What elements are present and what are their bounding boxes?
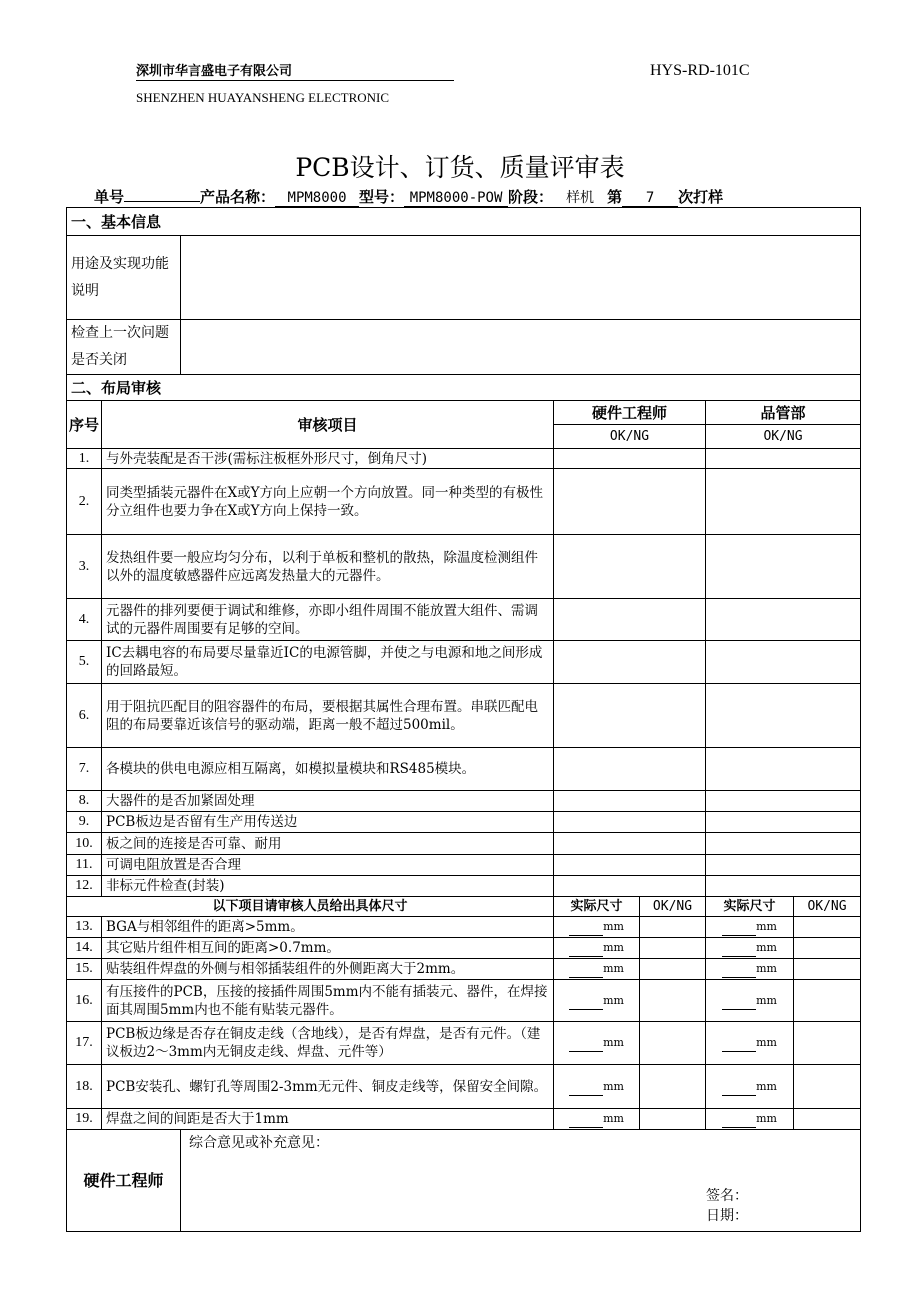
mm-unit: mm xyxy=(756,993,777,1007)
size-blank xyxy=(722,967,756,978)
item-number: 10. xyxy=(67,833,102,855)
hw-okng-cell[interactable] xyxy=(554,833,706,855)
qa-okng-cell[interactable] xyxy=(706,812,861,833)
final-comment-field[interactable] xyxy=(181,1130,861,1232)
mm-unit: mm xyxy=(756,962,777,975)
company-name-cn: 深圳市华言盛电子有限公司 xyxy=(136,64,293,79)
item-text: 有压接件的PCB，压接的接插件周围5mm内不能有插装元、器件，在焊接面其周围5mm内也不能有贴装元器件。 xyxy=(102,980,554,1022)
hw-okng-cell[interactable] xyxy=(554,791,706,812)
item-number: 1. xyxy=(67,449,102,469)
size-blank xyxy=(569,967,603,978)
hw-okng-cell[interactable] xyxy=(554,641,706,684)
qa-actual-size-cell[interactable] xyxy=(706,1022,794,1065)
item-text: 贴装组件焊盘的外侧与相邻插装组件的外侧距离大于2mm。 xyxy=(102,959,554,980)
col-qa-header: 品管部 xyxy=(706,401,861,425)
hw-okng-cell[interactable] xyxy=(554,876,706,897)
table-row xyxy=(67,876,861,897)
item-number: 7. xyxy=(67,748,102,791)
qa-dim-okng-cell[interactable] xyxy=(794,980,861,1022)
size-blank xyxy=(569,1041,603,1052)
item-number: 12. xyxy=(67,876,102,897)
purpose-field[interactable] xyxy=(181,236,861,320)
qa-okng-cell[interactable] xyxy=(706,876,861,897)
mm-unit: mm xyxy=(756,1079,777,1093)
hw-dim-okng-cell[interactable] xyxy=(640,917,706,938)
hw-okng-cell[interactable] xyxy=(554,855,706,876)
hw-okng-cell[interactable] xyxy=(554,684,706,748)
size-blank xyxy=(722,1117,756,1128)
item-text: PCB板边是否留有生产用传送边 xyxy=(102,812,554,833)
hw-actual-size-cell[interactable] xyxy=(554,1109,640,1130)
item-text: IC去耦电容的布局要尽量靠近IC的电源管脚，并使之与电源和地之间形成的回路最短。 xyxy=(102,641,554,684)
item-text: PCB板边缘是否存在铜皮走线（含地线），是否有焊盘，是否有元件。（建议板边2～3mm内无铜皮走线、焊盘、元件等） xyxy=(102,1022,554,1065)
item-number: 13. xyxy=(67,917,102,938)
item-text: 用于阻抗匹配目的阻容器件的布局，要根据其属性合理布置。串联匹配电阻的布局要靠近该信号的驱动端，距离一般不超过500mil。 xyxy=(102,684,554,748)
hw-okng-cell[interactable] xyxy=(554,812,706,833)
table-row xyxy=(67,684,861,748)
hw-dim-okng-cell[interactable] xyxy=(640,1109,706,1130)
col-item-header: 审核项目 xyxy=(102,401,554,449)
product-value[interactable]: MPM8000 xyxy=(275,190,359,207)
order-value[interactable] xyxy=(124,201,200,202)
col-seq-header: 序号 xyxy=(67,401,102,449)
item-text: 其它贴片组件相互间的距离>0.7mm。 xyxy=(102,938,554,959)
size-blank xyxy=(569,1117,603,1128)
item-text: BGA与相邻组件的距离>5mm。 xyxy=(102,917,554,938)
stage-label: 阶段： xyxy=(508,188,554,206)
size-blank xyxy=(569,999,603,1010)
dim-header: 以下项目请审核人员给出具体尺寸 xyxy=(67,897,554,917)
purpose-label: 用途及实现功能说明 xyxy=(67,236,181,320)
item-number: 17. xyxy=(67,1022,102,1065)
table-row xyxy=(67,1065,861,1109)
hw-dim-okng-cell[interactable] xyxy=(640,1065,706,1109)
qa-okng-cell[interactable] xyxy=(706,855,861,876)
table-row xyxy=(67,469,861,535)
qa-actual-size-cell[interactable] xyxy=(706,1065,794,1109)
item-text: 焊盘之间的间距是否大于1mm xyxy=(102,1109,554,1130)
hw-dim-okng-cell[interactable] xyxy=(640,1022,706,1065)
hw-okng-cell[interactable] xyxy=(554,469,706,535)
qa-actual-size-cell[interactable] xyxy=(706,1109,794,1130)
qa-okng-cell[interactable] xyxy=(706,641,861,684)
item-number: 2. xyxy=(67,469,102,535)
date-label: 日期： xyxy=(706,1208,748,1224)
size-blank xyxy=(722,1041,756,1052)
qa-dim-okng-cell[interactable] xyxy=(794,959,861,980)
hw-actual-size-header: 实际尺寸 xyxy=(554,897,640,917)
hw-okng-cell[interactable] xyxy=(554,535,706,599)
hw-dim-okng-cell[interactable] xyxy=(640,959,706,980)
qa-okng-cell[interactable] xyxy=(706,791,861,812)
qa-actual-size-cell[interactable] xyxy=(706,917,794,938)
hw-actual-size-cell[interactable] xyxy=(554,1022,640,1065)
qa-okng-cell[interactable] xyxy=(706,833,861,855)
item-text: 与外壳装配是否干涉(需标注板框外形尺寸，倒角尺寸) xyxy=(102,449,554,469)
info-line xyxy=(94,186,723,208)
sign-label: 签名： xyxy=(706,1188,748,1204)
item-text: 可调电阻放置是否合理 xyxy=(102,855,554,876)
size-blank xyxy=(722,1085,756,1096)
table-row xyxy=(67,791,861,812)
order-label: 单号 xyxy=(94,188,125,206)
item-number: 8. xyxy=(67,791,102,812)
nth-value[interactable]: 7 xyxy=(622,190,678,207)
qa-okng-cell[interactable] xyxy=(706,469,861,535)
item-number: 6. xyxy=(67,684,102,748)
qa-actual-size-header: 实际尺寸 xyxy=(706,897,794,917)
hw-actual-size-cell[interactable] xyxy=(554,980,640,1022)
table-row xyxy=(67,917,861,938)
size-blank xyxy=(569,1085,603,1096)
table-row xyxy=(67,535,861,599)
mm-unit: mm xyxy=(603,1112,624,1125)
item-number: 15. xyxy=(67,959,102,980)
model-label: 型号： xyxy=(359,188,405,206)
final-role-label xyxy=(67,1130,181,1232)
hw-actual-size-cell[interactable] xyxy=(554,917,640,938)
dim-header-row xyxy=(67,897,861,917)
item-text: 同类型插装元器件在X或Y方向上应朝一个方向放置。同一种类型的有极性分立组件也要力争在X或Y方向上保持一致。 xyxy=(102,469,554,535)
item-text: 板之间的连接是否可靠、耐用 xyxy=(102,833,554,855)
nth-label: 第 xyxy=(607,188,623,206)
qa-actual-size-cell[interactable] xyxy=(706,959,794,980)
hw-dim-okng-header: OK/NG xyxy=(640,897,706,917)
item-number: 9. xyxy=(67,812,102,833)
item-number: 11. xyxy=(67,855,102,876)
mm-unit: mm xyxy=(603,1079,624,1093)
qa-okng-cell[interactable] xyxy=(706,535,861,599)
review-table xyxy=(66,207,861,1232)
item-number: 5. xyxy=(67,641,102,684)
table-row xyxy=(67,855,861,876)
size-blank xyxy=(569,925,603,936)
mm-unit: mm xyxy=(603,920,624,933)
table-row xyxy=(67,980,861,1022)
qa-okng-cell[interactable] xyxy=(706,449,861,469)
final-review-row xyxy=(67,1130,861,1232)
document-number: HYS-RD-101C xyxy=(650,62,750,79)
table-row xyxy=(67,449,861,469)
stage-value[interactable]: 样机 xyxy=(553,187,607,208)
qa-okng-cell[interactable] xyxy=(706,599,861,641)
col-hw-okng: OK/NG xyxy=(554,425,706,449)
hw-dim-okng-cell[interactable] xyxy=(640,980,706,1022)
table-row xyxy=(67,959,861,980)
table-row xyxy=(67,833,861,855)
item-number: 19. xyxy=(67,1109,102,1130)
hw-okng-cell[interactable] xyxy=(554,748,706,791)
item-number: 18. xyxy=(67,1065,102,1109)
nth-suffix: 次打样 xyxy=(678,188,724,206)
qa-dim-okng-header: OK/NG xyxy=(794,897,861,917)
col-qa-okng: OK/NG xyxy=(706,425,861,449)
mm-unit: mm xyxy=(756,1036,777,1049)
sign-block xyxy=(706,1186,748,1226)
table-row xyxy=(67,1109,861,1130)
item-number: 4. xyxy=(67,599,102,641)
qa-dim-okng-cell[interactable] xyxy=(794,1022,861,1065)
product-label: 产品名称： xyxy=(200,188,276,206)
table-row xyxy=(67,1022,861,1065)
previous-issue-label: 检查上一次问题是否关闭 xyxy=(67,320,181,375)
item-number: 16. xyxy=(67,980,102,1022)
header-divider xyxy=(136,80,454,81)
hw-okng-cell[interactable] xyxy=(554,599,706,641)
mm-unit: mm xyxy=(603,1036,624,1049)
qa-actual-size-cell[interactable] xyxy=(706,938,794,959)
mm-unit: mm xyxy=(756,941,777,954)
size-blank xyxy=(722,946,756,957)
qa-dim-okng-cell[interactable] xyxy=(794,1065,861,1109)
mm-unit: mm xyxy=(603,993,624,1007)
item-text: 各模块的供电电源应相互隔离，如模拟量模块和RS485模块。 xyxy=(102,748,554,791)
table-row xyxy=(67,938,861,959)
col-hw-header: 硬件工程师 xyxy=(554,401,706,425)
mm-unit: mm xyxy=(603,962,624,975)
section-layout-title: 二、布局审核 xyxy=(67,375,861,401)
item-number: 14. xyxy=(67,938,102,959)
hw-actual-size-cell[interactable] xyxy=(554,1065,640,1109)
item-text: 大器件的是否加紧固处理 xyxy=(102,791,554,812)
hw-actual-size-cell[interactable] xyxy=(554,959,640,980)
comment-label: 综合意见或补充意见： xyxy=(189,1135,329,1151)
size-blank xyxy=(722,925,756,936)
item-text: PCB安装孔、螺钉孔等周围2-3mm无元件、铜皮走线等，保留安全间隙。 xyxy=(102,1065,554,1109)
table-row xyxy=(67,599,861,641)
mm-unit: mm xyxy=(756,920,777,933)
hw-okng-cell[interactable] xyxy=(554,449,706,469)
mm-unit: mm xyxy=(756,1112,777,1125)
item-text: 元器件的排列要便于调试和维修，亦即小组件周围不能放置大组件、需调试的元器件周围要有足够的空间。 xyxy=(102,599,554,641)
item-text: 非标元件检查(封装) xyxy=(102,876,554,897)
qa-okng-cell[interactable] xyxy=(706,684,861,748)
section-basic-info-title: 一、基本信息 xyxy=(67,208,861,236)
item-text: 发热组件要一般应均匀分布，以利于单板和整机的散热，除温度检测组件以外的温度敏感器件应远离发热量大的元器件。 xyxy=(102,535,554,599)
previous-issue-field[interactable] xyxy=(181,320,861,375)
table-row xyxy=(67,748,861,791)
hw-actual-size-cell[interactable] xyxy=(554,938,640,959)
company-name-en: SHENZHEN HUAYANSHENG ELECTRONIC xyxy=(136,90,390,105)
qa-dim-okng-cell[interactable] xyxy=(794,938,861,959)
form-title: PCB设计、订货、质量评审表 xyxy=(295,153,625,182)
mm-unit: mm xyxy=(603,941,624,954)
model-value[interactable]: MPM8000-POW xyxy=(404,190,508,207)
size-blank xyxy=(569,946,603,957)
size-blank xyxy=(722,999,756,1010)
table-row xyxy=(67,641,861,684)
qa-dim-okng-cell[interactable] xyxy=(794,917,861,938)
item-number: 3. xyxy=(67,535,102,599)
table-row xyxy=(67,812,861,833)
qa-dim-okng-cell[interactable] xyxy=(794,1109,861,1130)
hw-dim-okng-cell[interactable] xyxy=(640,938,706,959)
qa-okng-cell[interactable] xyxy=(706,748,861,791)
qa-actual-size-cell[interactable] xyxy=(706,980,794,1022)
final-role-text: 硬件工程师 xyxy=(83,1170,164,1190)
